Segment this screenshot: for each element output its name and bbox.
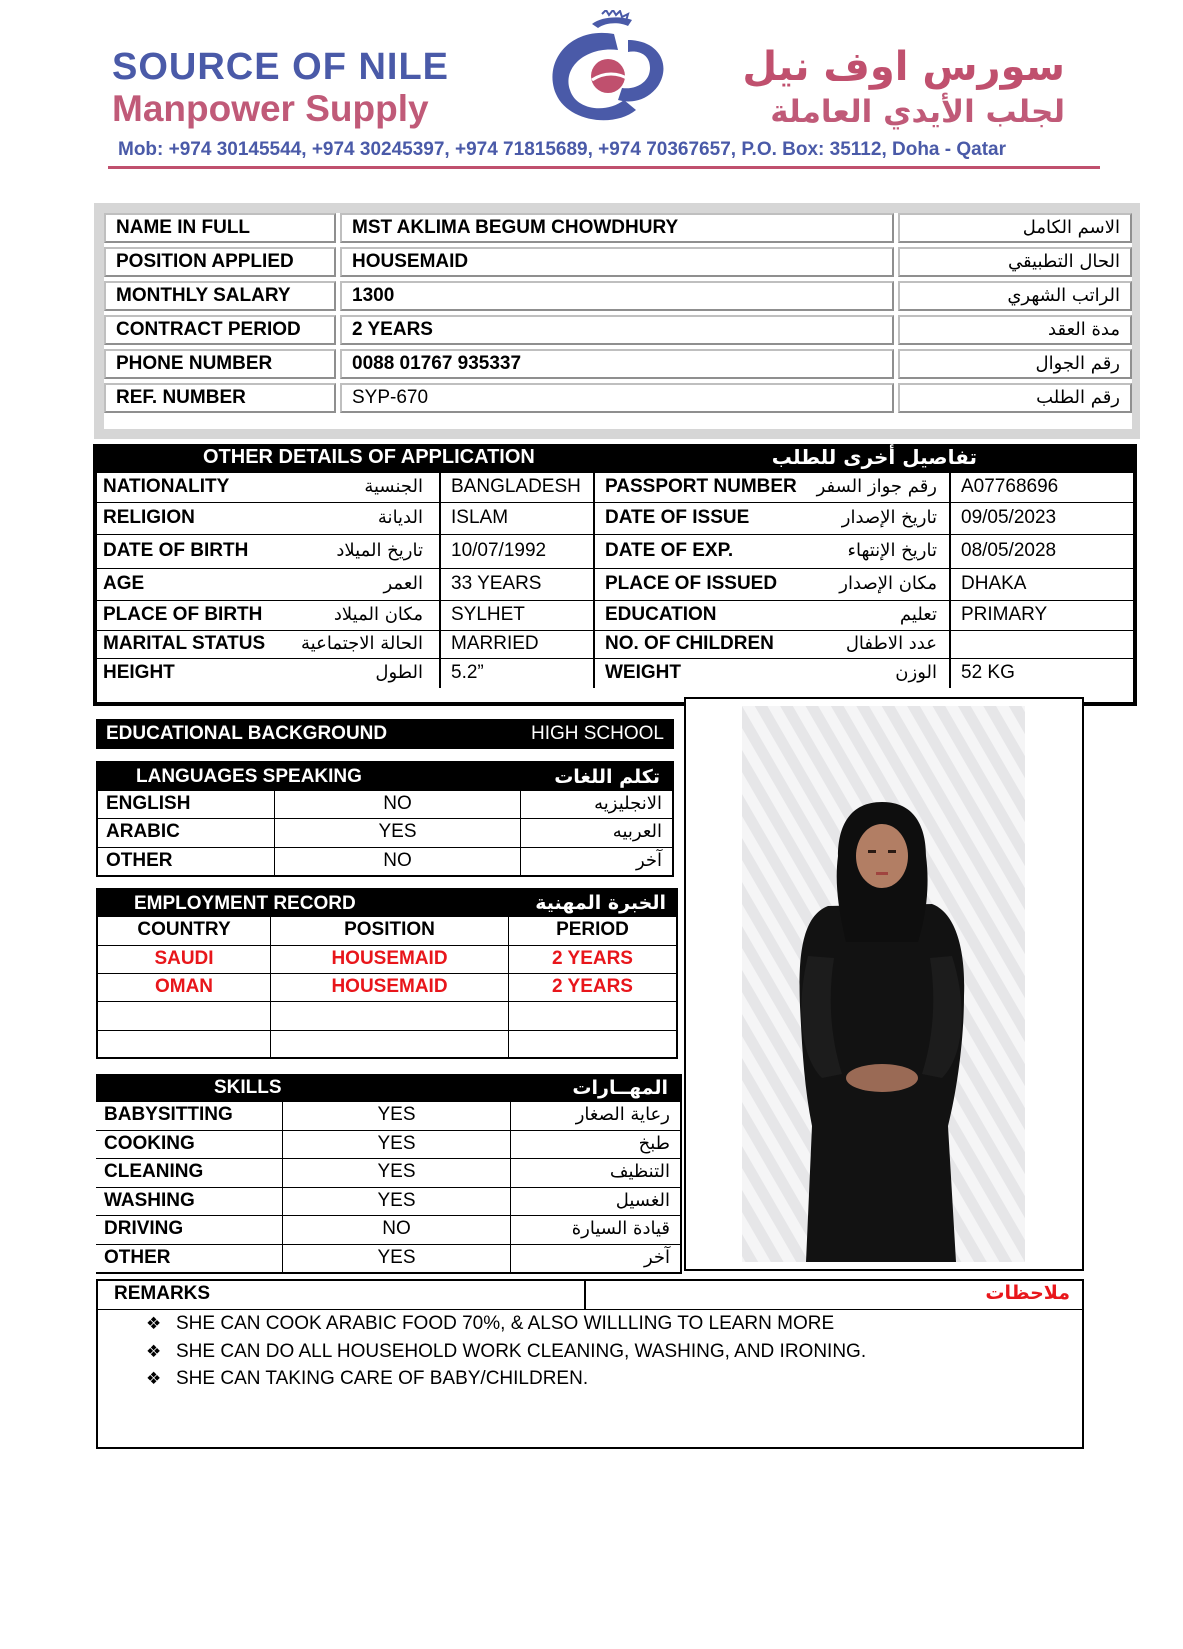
label-ar: رقم الجوال	[898, 349, 1132, 379]
education-value: PRIMARY	[961, 604, 1048, 625]
religion-label-ar: الديانة	[377, 507, 423, 528]
skill-name-ar: التنظيف	[510, 1159, 680, 1187]
age-value: 33 YEARS	[451, 573, 542, 594]
language-value: YES	[274, 819, 520, 847]
remarks-header-divider	[584, 1281, 586, 1309]
employment-title-en: EMPLOYMENT RECORD	[134, 893, 356, 914]
source-of-nile-logo-icon	[532, 10, 682, 128]
passport-number-label: PASSPORT NUMBER	[605, 476, 797, 497]
skill-name: OTHER	[104, 1247, 171, 1268]
employment-row	[98, 946, 676, 974]
employment-country	[98, 1002, 270, 1030]
employment-header	[98, 890, 676, 917]
skill-name-ar: آخر	[510, 1245, 680, 1272]
skill-row	[96, 1159, 680, 1188]
date-of-exp-label: DATE OF EXP.	[605, 540, 734, 561]
height-label: HEIGHT	[103, 662, 175, 683]
remarks-box	[96, 1279, 1084, 1449]
skill-value: YES	[282, 1159, 510, 1187]
detail-row	[97, 473, 1133, 503]
applicant-photo-icon	[742, 706, 1025, 1262]
education-label: EDUCATION	[605, 604, 717, 625]
employment-column-headers	[98, 917, 676, 946]
skill-name-ar: الغسيل	[510, 1188, 680, 1215]
employment-row	[98, 974, 676, 1002]
other-details-header	[93, 444, 1137, 473]
place-of-birth-label: PLACE OF BIRTH	[103, 604, 263, 625]
place-of-birth-value: SYLHET	[451, 604, 525, 625]
age-label: AGE	[103, 573, 145, 594]
nationality-label-ar: الجنسية	[364, 476, 423, 497]
weight-value: 52 KG	[961, 662, 1015, 683]
skill-row	[96, 1188, 680, 1216]
employment-row	[98, 1002, 676, 1031]
employment-position: HOUSEMAID	[270, 974, 508, 1001]
weight-label-ar: الوزن	[895, 662, 937, 683]
row-ref	[104, 383, 1132, 413]
educational-background-value: HIGH SCHOOL	[530, 723, 664, 744]
date-of-exp-value: 08/05/2028	[961, 540, 1057, 561]
language-row	[98, 791, 672, 819]
brand-tagline-ar: لجلب الأيدي العاملة	[770, 94, 1065, 130]
employment-country	[98, 1031, 270, 1057]
language-name: OTHER	[106, 850, 173, 871]
contact-line: Mob: +974 30145544, +974 30245397, +974 71815689, +974 70367657, P.O. Box: 35112, Doha - Qatar	[118, 139, 1007, 160]
skill-name: BABYSITTING	[104, 1104, 233, 1125]
value: SYP-670	[340, 383, 894, 413]
skill-row	[96, 1102, 680, 1131]
height-value: 5.2”	[451, 662, 484, 683]
date-of-issue-value: 09/05/2023	[961, 507, 1057, 528]
employment-country: OMAN	[154, 976, 214, 997]
languages-header	[98, 763, 672, 791]
other-details-grid	[97, 473, 1133, 688]
nationality-label: NATIONALITY	[103, 476, 230, 497]
marital-status-label: MARITAL STATUS	[103, 633, 266, 654]
language-row	[98, 848, 672, 875]
language-name-ar: الانجليزيه	[520, 791, 672, 818]
remarks-title-en: REMARKS	[114, 1283, 211, 1304]
skills-table	[96, 1074, 682, 1274]
skill-name: CLEANING	[104, 1161, 204, 1182]
passport-number-label-ar: رقم جواز السفر	[816, 476, 937, 497]
brand-name-en: SOURCE OF NILE	[112, 46, 450, 88]
educational-background-label: EDUCATIONAL BACKGROUND	[106, 723, 388, 744]
language-name-ar: آخر	[520, 848, 672, 875]
skill-value: YES	[282, 1188, 510, 1215]
skills-title-en: SKILLS	[214, 1077, 282, 1098]
label-ar: الاسم الكامل	[898, 213, 1132, 243]
label-ar: الراتب الشهري	[898, 281, 1132, 311]
no-of-children-value	[961, 631, 1131, 658]
skills-header	[96, 1074, 680, 1102]
date-of-issue-label-ar: تاريخ الإصدار	[841, 507, 937, 528]
employment-period: 2 YEARS	[508, 974, 676, 1001]
diamond-bullet-icon: ❖	[146, 1314, 162, 1334]
place-of-birth-label-ar: مكان الميلاد	[333, 604, 423, 625]
employment-title-ar: الخبرة المهنية	[535, 892, 666, 914]
skill-name-ar: رعاية الصغار	[510, 1102, 680, 1130]
row-name	[104, 213, 1132, 243]
language-row	[98, 819, 672, 848]
other-details-title-ar: تفاصيل أخرى للطلب	[771, 445, 977, 469]
remarks-header	[98, 1281, 1082, 1310]
date-of-issue-label: DATE OF ISSUE	[605, 507, 750, 528]
no-of-children-label-ar: عدد الاطفال	[845, 633, 937, 654]
skill-row	[96, 1245, 680, 1272]
place-of-issued-label: PLACE OF ISSUED	[605, 573, 778, 594]
remark-item	[146, 1341, 866, 1363]
skill-value: YES	[282, 1245, 510, 1272]
label-ar: رقم الطلب	[898, 383, 1132, 413]
skill-row	[96, 1216, 680, 1245]
passport-number-value: A07768696	[961, 476, 1059, 497]
skill-value: YES	[282, 1102, 510, 1130]
position-header: POSITION	[270, 917, 508, 945]
marital-status-value: MARRIED	[451, 633, 539, 654]
label-ar: الحال التطبيقي	[898, 247, 1132, 277]
brand-tagline-en: Manpower Supply	[112, 88, 429, 129]
skill-name-ar: طبخ	[510, 1131, 680, 1158]
employment-period	[508, 1031, 676, 1057]
detail-row	[97, 659, 1133, 688]
employment-position	[270, 1031, 508, 1057]
language-name-ar: العربيه	[520, 819, 672, 847]
header-divider	[108, 166, 1100, 169]
languages-title-ar: تكلم اللغات	[554, 766, 660, 788]
employment-record-table	[96, 888, 678, 1059]
remark-text: SHE CAN DO ALL HOUSEHOLD WORK CLEANING, WASHING, AND IRONING.	[176, 1341, 867, 1362]
value: 1300	[340, 281, 894, 311]
skill-value: YES	[282, 1131, 510, 1158]
languages-title-en: LANGUAGES SPEAKING	[136, 766, 362, 787]
skill-row	[96, 1131, 680, 1159]
marital-status-label-ar: الحالة الاجتماعية	[301, 633, 423, 654]
value: 0088 01767 935337	[340, 349, 894, 379]
row-salary	[104, 281, 1132, 311]
other-details-title-en: OTHER DETAILS OF APPLICATION	[203, 446, 535, 468]
period-header: PERIOD	[508, 917, 676, 945]
skill-name-ar: قيادة السيارة	[510, 1216, 680, 1244]
remarks-title-ar: ملاحظات	[985, 1282, 1070, 1304]
skill-name: COOKING	[104, 1133, 195, 1154]
remark-item	[146, 1368, 588, 1390]
main-info-table	[104, 213, 1132, 429]
detail-row	[97, 631, 1133, 659]
height-label-ar: الطول	[375, 662, 423, 683]
diamond-bullet-icon: ❖	[146, 1369, 162, 1389]
detail-row	[97, 569, 1133, 601]
label-ar: مدة العقد	[898, 315, 1132, 345]
religion-value: ISLAM	[451, 507, 509, 528]
value: HOUSEMAID	[340, 247, 894, 277]
weight-label: WEIGHT	[605, 662, 681, 683]
skill-value: NO	[282, 1216, 510, 1244]
remark-text: SHE CAN COOK ARABIC FOOD 70%, & ALSO WILLLING TO LEARN MORE	[176, 1313, 835, 1334]
educational-background-bar	[96, 719, 674, 749]
languages-table	[96, 761, 674, 877]
place-of-issued-value: DHAKA	[961, 573, 1027, 594]
remark-item	[146, 1313, 834, 1335]
detail-row	[97, 535, 1133, 569]
no-of-children-label: NO. OF CHILDREN	[605, 633, 774, 654]
employment-position: HOUSEMAID	[270, 946, 508, 973]
row-phone	[104, 349, 1132, 379]
value: MST AKLIMA BEGUM CHOWDHURY	[340, 213, 894, 243]
row-contract	[104, 315, 1132, 345]
employment-row	[98, 1031, 676, 1057]
employment-period: 2 YEARS	[508, 946, 676, 973]
label-en: NAME IN FULL	[104, 213, 336, 243]
employment-period	[508, 1002, 676, 1030]
skills-title-ar: المهــارات	[572, 1077, 668, 1099]
brand-name-ar: سورس اوف نيل	[742, 44, 1065, 90]
value: 2 YEARS	[340, 315, 894, 345]
country-header: COUNTRY	[137, 919, 231, 940]
employment-position	[270, 1002, 508, 1030]
date-of-birth-label-ar: تاريخ الميلاد	[336, 540, 423, 561]
skill-name: WASHING	[104, 1190, 195, 1211]
employment-country: SAUDI	[154, 948, 214, 969]
education-label-ar: تعليم	[899, 604, 937, 625]
place-of-issued-label-ar: مكان الإصدار	[839, 573, 937, 594]
date-of-birth-label: DATE OF BIRTH	[103, 540, 249, 561]
date-of-birth-value: 10/07/1992	[451, 540, 547, 561]
detail-row	[97, 503, 1133, 535]
date-of-exp-label-ar: تاريخ الإنتهاء	[847, 540, 937, 561]
label-en: PHONE NUMBER	[104, 349, 336, 379]
skill-name: DRIVING	[104, 1218, 184, 1239]
language-value: NO	[274, 848, 520, 875]
remark-text: SHE CAN TAKING CARE OF BABY/CHILDREN.	[176, 1368, 589, 1389]
label-en: MONTHLY SALARY	[104, 281, 336, 311]
language-name: ENGLISH	[106, 793, 191, 814]
religion-label: RELIGION	[103, 507, 195, 528]
label-en: CONTRACT PERIOD	[104, 315, 336, 345]
language-name: ARABIC	[106, 821, 180, 842]
label-en: POSITION APPLIED	[104, 247, 336, 277]
diamond-bullet-icon: ❖	[146, 1342, 162, 1362]
nationality-value: BANGLADESH	[451, 476, 581, 497]
label-en: REF. NUMBER	[104, 383, 336, 413]
detail-row	[97, 601, 1133, 631]
age-label-ar: العمر	[383, 573, 423, 594]
row-position	[104, 247, 1132, 277]
language-value: NO	[274, 791, 520, 818]
